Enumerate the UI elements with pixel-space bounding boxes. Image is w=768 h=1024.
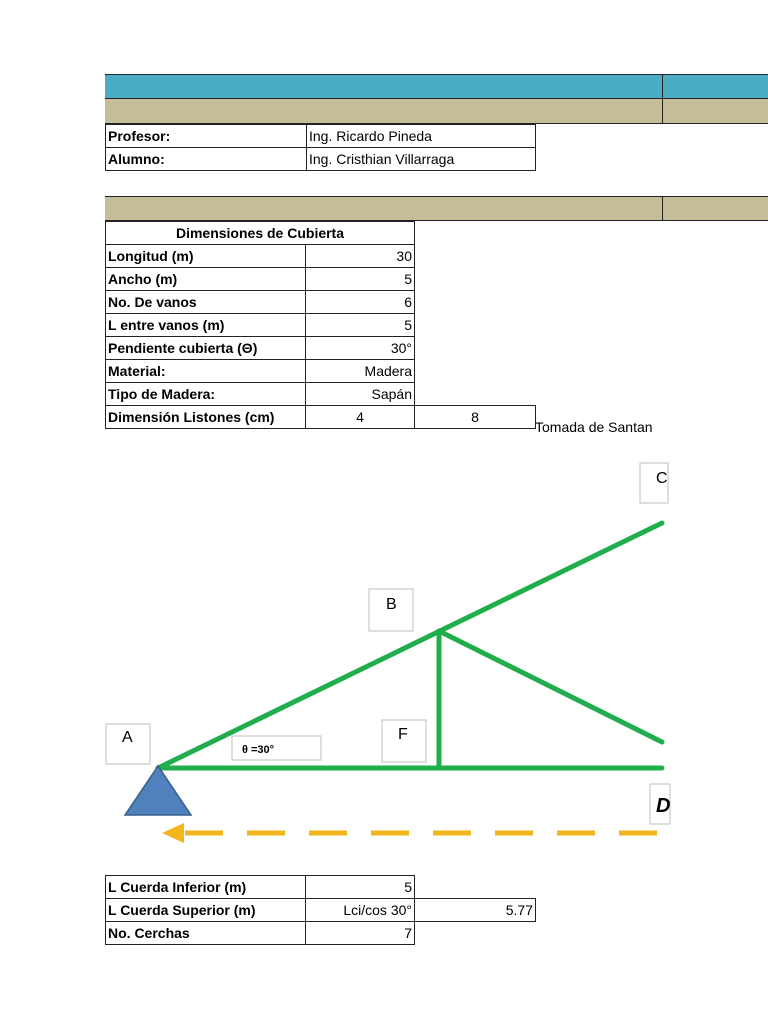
row-value: 5 bbox=[306, 876, 415, 899]
row-label: L Cuerda Superior (m) bbox=[106, 899, 306, 922]
row-value: 6 bbox=[306, 291, 415, 314]
row-value: Madera bbox=[306, 360, 415, 383]
row-value: 5 bbox=[306, 268, 415, 291]
table-row bbox=[106, 922, 536, 945]
row-value: 30° bbox=[306, 337, 415, 360]
row-label: No. Cerchas bbox=[106, 922, 306, 945]
node-a-label: A bbox=[122, 729, 133, 746]
row-label: Pendiente cubierta (Θ) bbox=[106, 337, 306, 360]
pin-support-icon bbox=[125, 766, 191, 815]
row-extra bbox=[415, 922, 536, 945]
table-row bbox=[106, 899, 536, 922]
row-value: 7 bbox=[306, 922, 415, 945]
row-label: Ancho (m) bbox=[106, 268, 306, 291]
row-value: Lci/cos 30° bbox=[306, 899, 415, 922]
table-row bbox=[106, 876, 536, 899]
professor-value: Ing. Ricardo Pineda bbox=[307, 125, 536, 148]
row-label: Longitud (m) bbox=[106, 245, 306, 268]
row-label: Tipo de Madera: bbox=[106, 383, 306, 406]
row-value: Sapán bbox=[306, 383, 415, 406]
row-value: 5 bbox=[306, 314, 415, 337]
span-dimension-arrow bbox=[162, 823, 660, 843]
student-value: Ing. Cristhian Villarraga bbox=[307, 148, 536, 171]
listones-note: Tomada de Santan bbox=[535, 419, 653, 435]
professor-label: Profesor: bbox=[106, 125, 307, 148]
node-c-label: C bbox=[656, 470, 668, 487]
arrow-head-left-icon bbox=[162, 823, 184, 843]
row-label: L Cuerda Inferior (m) bbox=[106, 876, 306, 899]
node-f-label: F bbox=[398, 726, 408, 743]
row-extra bbox=[415, 876, 536, 899]
node-b-label: B bbox=[386, 596, 397, 613]
student-label: Alumno: bbox=[106, 148, 307, 171]
listones-height: 8 bbox=[415, 406, 536, 429]
node-d-label: D bbox=[656, 795, 671, 817]
results-table bbox=[105, 875, 536, 945]
row-value: 30 bbox=[306, 245, 415, 268]
row-label: L entre vanos (m) bbox=[106, 314, 306, 337]
angle-label: θ =30° bbox=[242, 744, 275, 756]
diagonal-member bbox=[439, 631, 662, 742]
row-label: No. De vanos bbox=[106, 291, 306, 314]
row-label: Material: bbox=[106, 360, 306, 383]
listones-width: 4 bbox=[306, 406, 415, 429]
row-extra: 5.77 bbox=[415, 899, 536, 922]
dimensions-header: Dimensiones de Cubierta bbox=[106, 222, 415, 245]
listones-label: Dimensión Listones (cm) bbox=[106, 406, 306, 429]
